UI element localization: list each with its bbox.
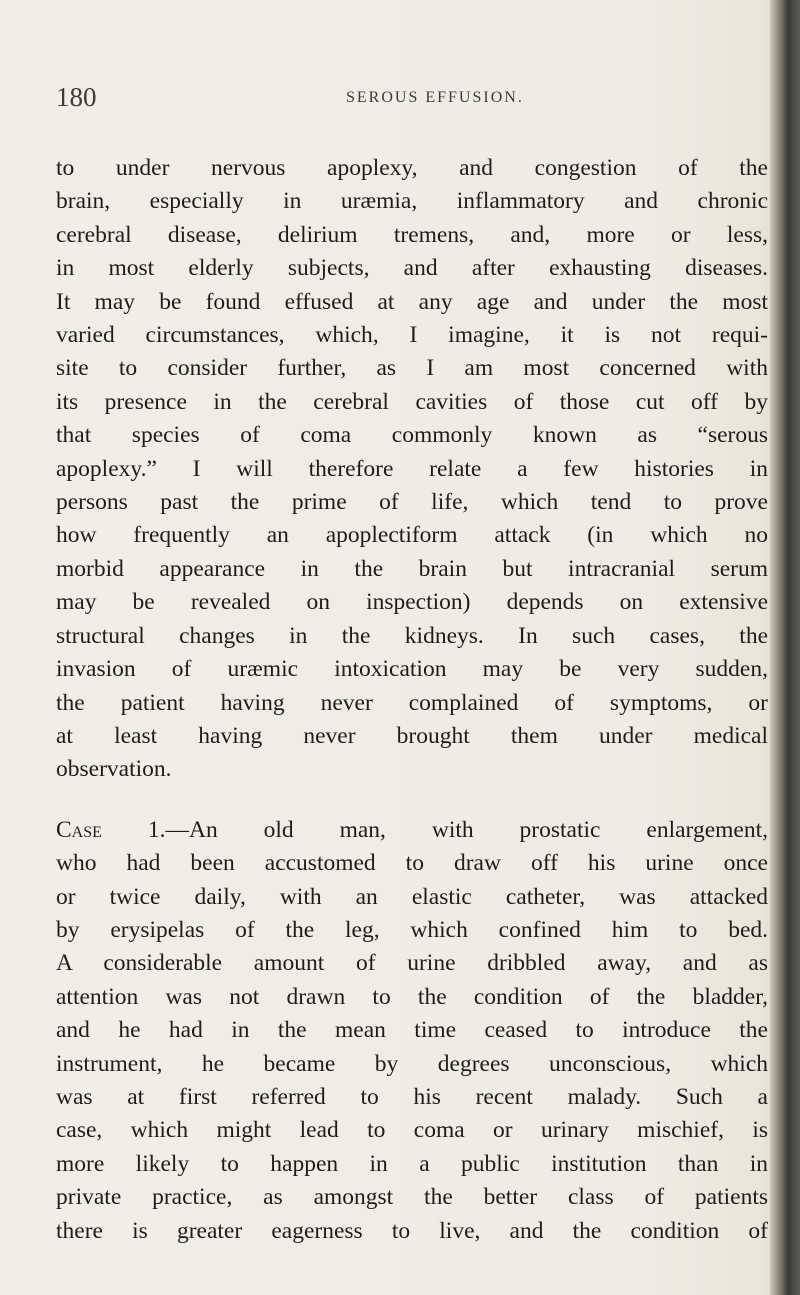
text-line: how frequently an apoplectiform attack (in which no xyxy=(56,522,768,549)
text-line xyxy=(56,814,768,847)
text-line: persons past the prime of life, which tend to prove xyxy=(56,489,768,516)
text-line: case, which might lead to coma or urinary mischief, is xyxy=(56,1117,768,1144)
case-intro-text: —An old man, with prostatic enlargement, xyxy=(165,816,768,843)
case-label: Case 1. xyxy=(56,816,166,843)
text-line: cerebral disease, delirium tremens, and, more or less, xyxy=(56,221,768,248)
body-text xyxy=(56,152,768,1248)
page-number: 180 xyxy=(56,82,97,112)
text-line: may be revealed on inspection) depends on extensive xyxy=(56,589,768,616)
text-line: was at first referred to his recent malady. Such a xyxy=(56,1083,768,1110)
text-line: in most elderly subjects, and after exhausting diseases. xyxy=(56,255,768,282)
running-head: SEROUS EFFUSION. xyxy=(346,89,524,106)
text-line: apoplexy.” I will therefore relate a few histories in xyxy=(56,455,768,482)
text-line: structural changes in the kidneys. In such cases, the xyxy=(56,622,768,649)
text-line: invasion of uræmic intoxication may be very sudden, xyxy=(56,656,768,683)
text-line: morbid appearance in the brain but intracranial serum xyxy=(56,555,768,582)
text-line: instrument, he became by degrees unconscious, which xyxy=(56,1050,768,1077)
text-line: the patient having never complained of symptoms, or xyxy=(56,689,768,716)
text-line: or twice daily, with an elastic catheter, was attacked xyxy=(56,883,768,910)
text-line: site to consider further, as I am most concerned with xyxy=(56,355,768,382)
paragraph-1 xyxy=(56,152,768,787)
text-line: It may be found effused at any age and under the most xyxy=(56,288,768,315)
page-header xyxy=(56,82,746,112)
text-line: who had been accustomed to draw off his urine once xyxy=(56,850,768,877)
text-line: more likely to happen in a public institution than in xyxy=(56,1150,768,1177)
text-line: brain, especially in uræmia, inflammatory and chronic xyxy=(56,188,768,215)
text-line: at least having never brought them under medical xyxy=(56,722,768,749)
text-line: private practice, as amongst the better class of patients xyxy=(56,1184,768,1211)
text-line: by erysipelas of the leg, which confined him to bed. xyxy=(56,916,768,943)
text-line: and he had in the mean time ceased to introduce the xyxy=(56,1017,768,1044)
paragraph-case-1 xyxy=(56,814,768,1248)
text-line: its presence in the cerebral cavities of those cut off by xyxy=(56,388,768,415)
text-line: observation. xyxy=(56,756,172,783)
text-line: A considerable amount of urine dribbled away, and as xyxy=(56,950,768,977)
text-line: to under nervous apoplexy, and congestion of the xyxy=(56,155,768,181)
text-line: varied circumstances, which, I imagine, it is not requi- xyxy=(56,322,768,349)
book-binding-edge xyxy=(770,0,800,1295)
text-line: there is greater eagerness to live, and the condition of xyxy=(56,1217,768,1244)
text-line: that species of coma commonly known as “serous xyxy=(56,422,768,449)
text-line: attention was not drawn to the condition of the bladder, xyxy=(56,983,768,1010)
